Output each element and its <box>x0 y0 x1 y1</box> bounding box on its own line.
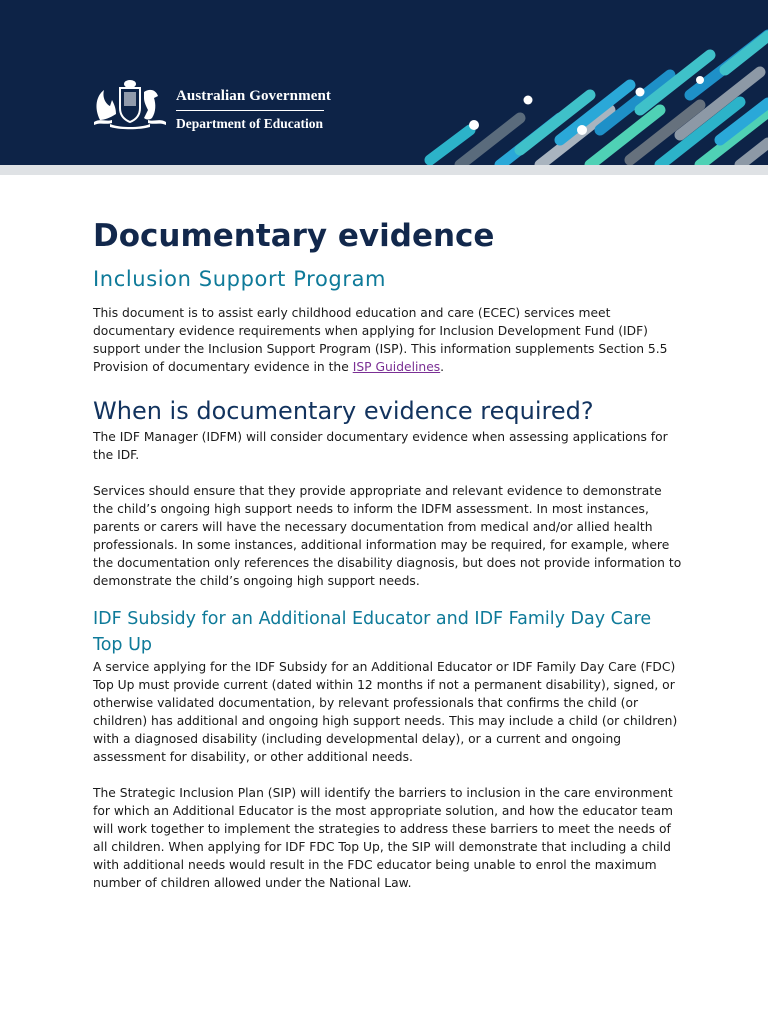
intro-text: This document is to assist early childhood education and care (ECEC) services meet documentary evidence requirements when applying for Inclusion Development Fund (IDF) support under the Inclusion Support Program (ISP). This information supplements Section 5.5 Provision of documentary evidence in the <box>93 306 668 374</box>
banner-divider <box>0 165 768 175</box>
isp-guidelines-link[interactable]: ISP Guidelines <box>352 360 441 374</box>
government-brand <box>176 88 331 132</box>
intro-end: . <box>440 360 445 374</box>
intro-paragraph <box>93 304 683 376</box>
section2-paragraph-2: The Strategic Inclusion Plan (SIP) will identify the barriers to inclusion in the care environment for which an Additional Educator is the most appropriate solution, and how the educator team will work together to implement the strategies to address these barriers to meet the needs of all children. When applying for IDF FDC Top Up, the SIP will demonstrate that including a child with additional needs would result in the FDC educator being unable to enrol the maximum number of children allowed under the National Law. <box>93 786 674 890</box>
department-name: Department of Education <box>176 116 323 131</box>
brand-divider <box>176 110 324 111</box>
section-heading-when-required: When is documentary evidence required? <box>93 397 594 425</box>
section2-paragraph-1: A service applying for the IDF Subsidy for an Additional Educator or IDF Family Day Care (FDC) Top Up must provide current (dated within 12 months if not a permanent disability), signed, or otherwise validated documentation, by relevant professionals that confirms the child (or children) has additional and ongoing high support needs. This may include a child (or children) with a diagnosed disability (including developmental delay), or a current and ongoing assessment for disability, or other additional needs. <box>93 660 678 764</box>
page-title: Documentary evidence <box>93 218 495 254</box>
section1-paragraph-2: Services should ensure that they provide appropriate and relevant evidence to demonstrate the child’s ongoing high support needs to inform the IDFM assessment. In most instances, parents or carers will have the necessary documentation from medical and/or allied health professionals. In some instances, additional information may be required, for example, where the documentation only references the disability diagnosis, but does not provide information to demonstrate the child’s ongoing high support needs. <box>93 484 682 588</box>
section-heading-idf-subsidy: IDF Subsidy for an Additional Educator and IDF Family Day Care Top Up <box>93 609 652 655</box>
government-name: Australian Government <box>176 88 332 104</box>
header-banner <box>0 0 768 165</box>
page-subtitle: Inclusion Support Program <box>93 267 387 291</box>
document-body <box>93 214 683 892</box>
coat-of-arms-icon <box>90 74 170 130</box>
section1-paragraph-1: The IDF Manager (IDFM) will consider documentary evidence when assessing applications for the IDF. <box>93 430 668 462</box>
